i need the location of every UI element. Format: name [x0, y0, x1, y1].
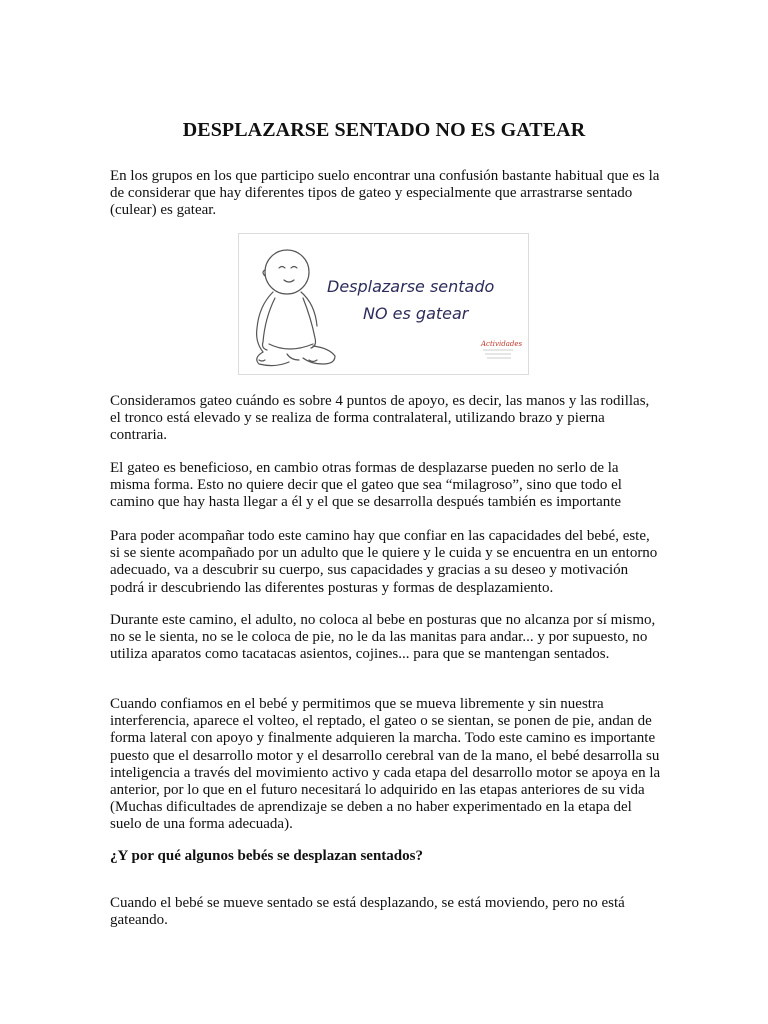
paragraph-intro: En los grupos en los que participo suelo encontrar una confusión bastante habitual que es la de considerar que hay diferentes tipos de gateo y especialmente que arrastrarse sentado (culear) es gatear. [110, 168, 660, 219]
paragraph-adult-role: Durante este camino, el adulto, no coloca al bebe en posturas que no alcanza por sí mismo, no se le sienta, no se le coloca de pie, no le da las manitas para andar... y por supuesto, no utiliza aparatos como tacatacas asientos, cojines... para que se mantengan sentados. [110, 612, 656, 663]
page-title: DESPLAZARSE SENTADO NO ES GATEAR [182, 119, 586, 141]
paragraph-conclusion: Cuando el bebé se mueve sentado se está desplazando, se está moviendo, pero no está gateando. [110, 895, 625, 929]
paragraph-trust: Cuando confiamos en el bebé y permitimos que se mueva libremente y sin nuestra interferencia, aparece el volteo, el reptado, el gateo o se sientan, se ponen de pie, andan de forma lateral con apoyo y finalmente adquieren la marcha. Todo este camino es importante puesto que el desarrollo motor y el desarrollo cerebral van de la mano, el bebé desarrolla su inteligencia a través del movimiento activo y cada etapa del desarrollo motor se apoya en la anterior, por lo que en el futuro necesitará lo adquirido en las etapas anteriores de su vida (Muchas dificultades de aprendizaje se deben a no haber experimentado en la etapa del suelo de una forma adecuada). [110, 696, 661, 833]
baby-sitting-illustration [239, 234, 528, 374]
figure-line1: Desplazarse sentado [327, 277, 495, 296]
paragraph-definition: Consideramos gateo cuándo es sobre 4 puntos de apoyo, es decir, las manos y las rodillas, el tronco está elevado y se realiza de forma contralateral, utilizando brazo y pierna contraria. [110, 393, 650, 444]
paragraph-benefits: El gateo es beneficioso, en cambio otras formas de desplazarse pueden no serlo de la misma forma. Esto no quiere decir que el gateo que sea “milagroso”, sino que todo el camino que hay hasta llegar a él y el que se desarrolla después también es importante [110, 460, 622, 511]
section-subheading: ¿Y por qué algunos bebés se desplazan sentados? [110, 848, 423, 864]
baby-drawing [257, 250, 335, 366]
actividades-logo [480, 340, 522, 358]
paragraph-accompany: Para poder acompañar todo este camino hay que confiar en las capacidades del bebé, este, si se siente acompañado por un adulto que le quiere y le cuida y se encuentra en un entorno adecuado, va a descubrir su cuerpo, sus capacidades y gracias a su deseo y motivación podrá ir descubriendo las diferentes posturas y formas de desplazamiento. [110, 528, 658, 596]
figure-line2: NO es gatear [363, 304, 469, 323]
logo-text: Actividades [481, 340, 523, 348]
baby-illustration-figure [238, 233, 529, 375]
logo-lines-icon [483, 350, 513, 358]
